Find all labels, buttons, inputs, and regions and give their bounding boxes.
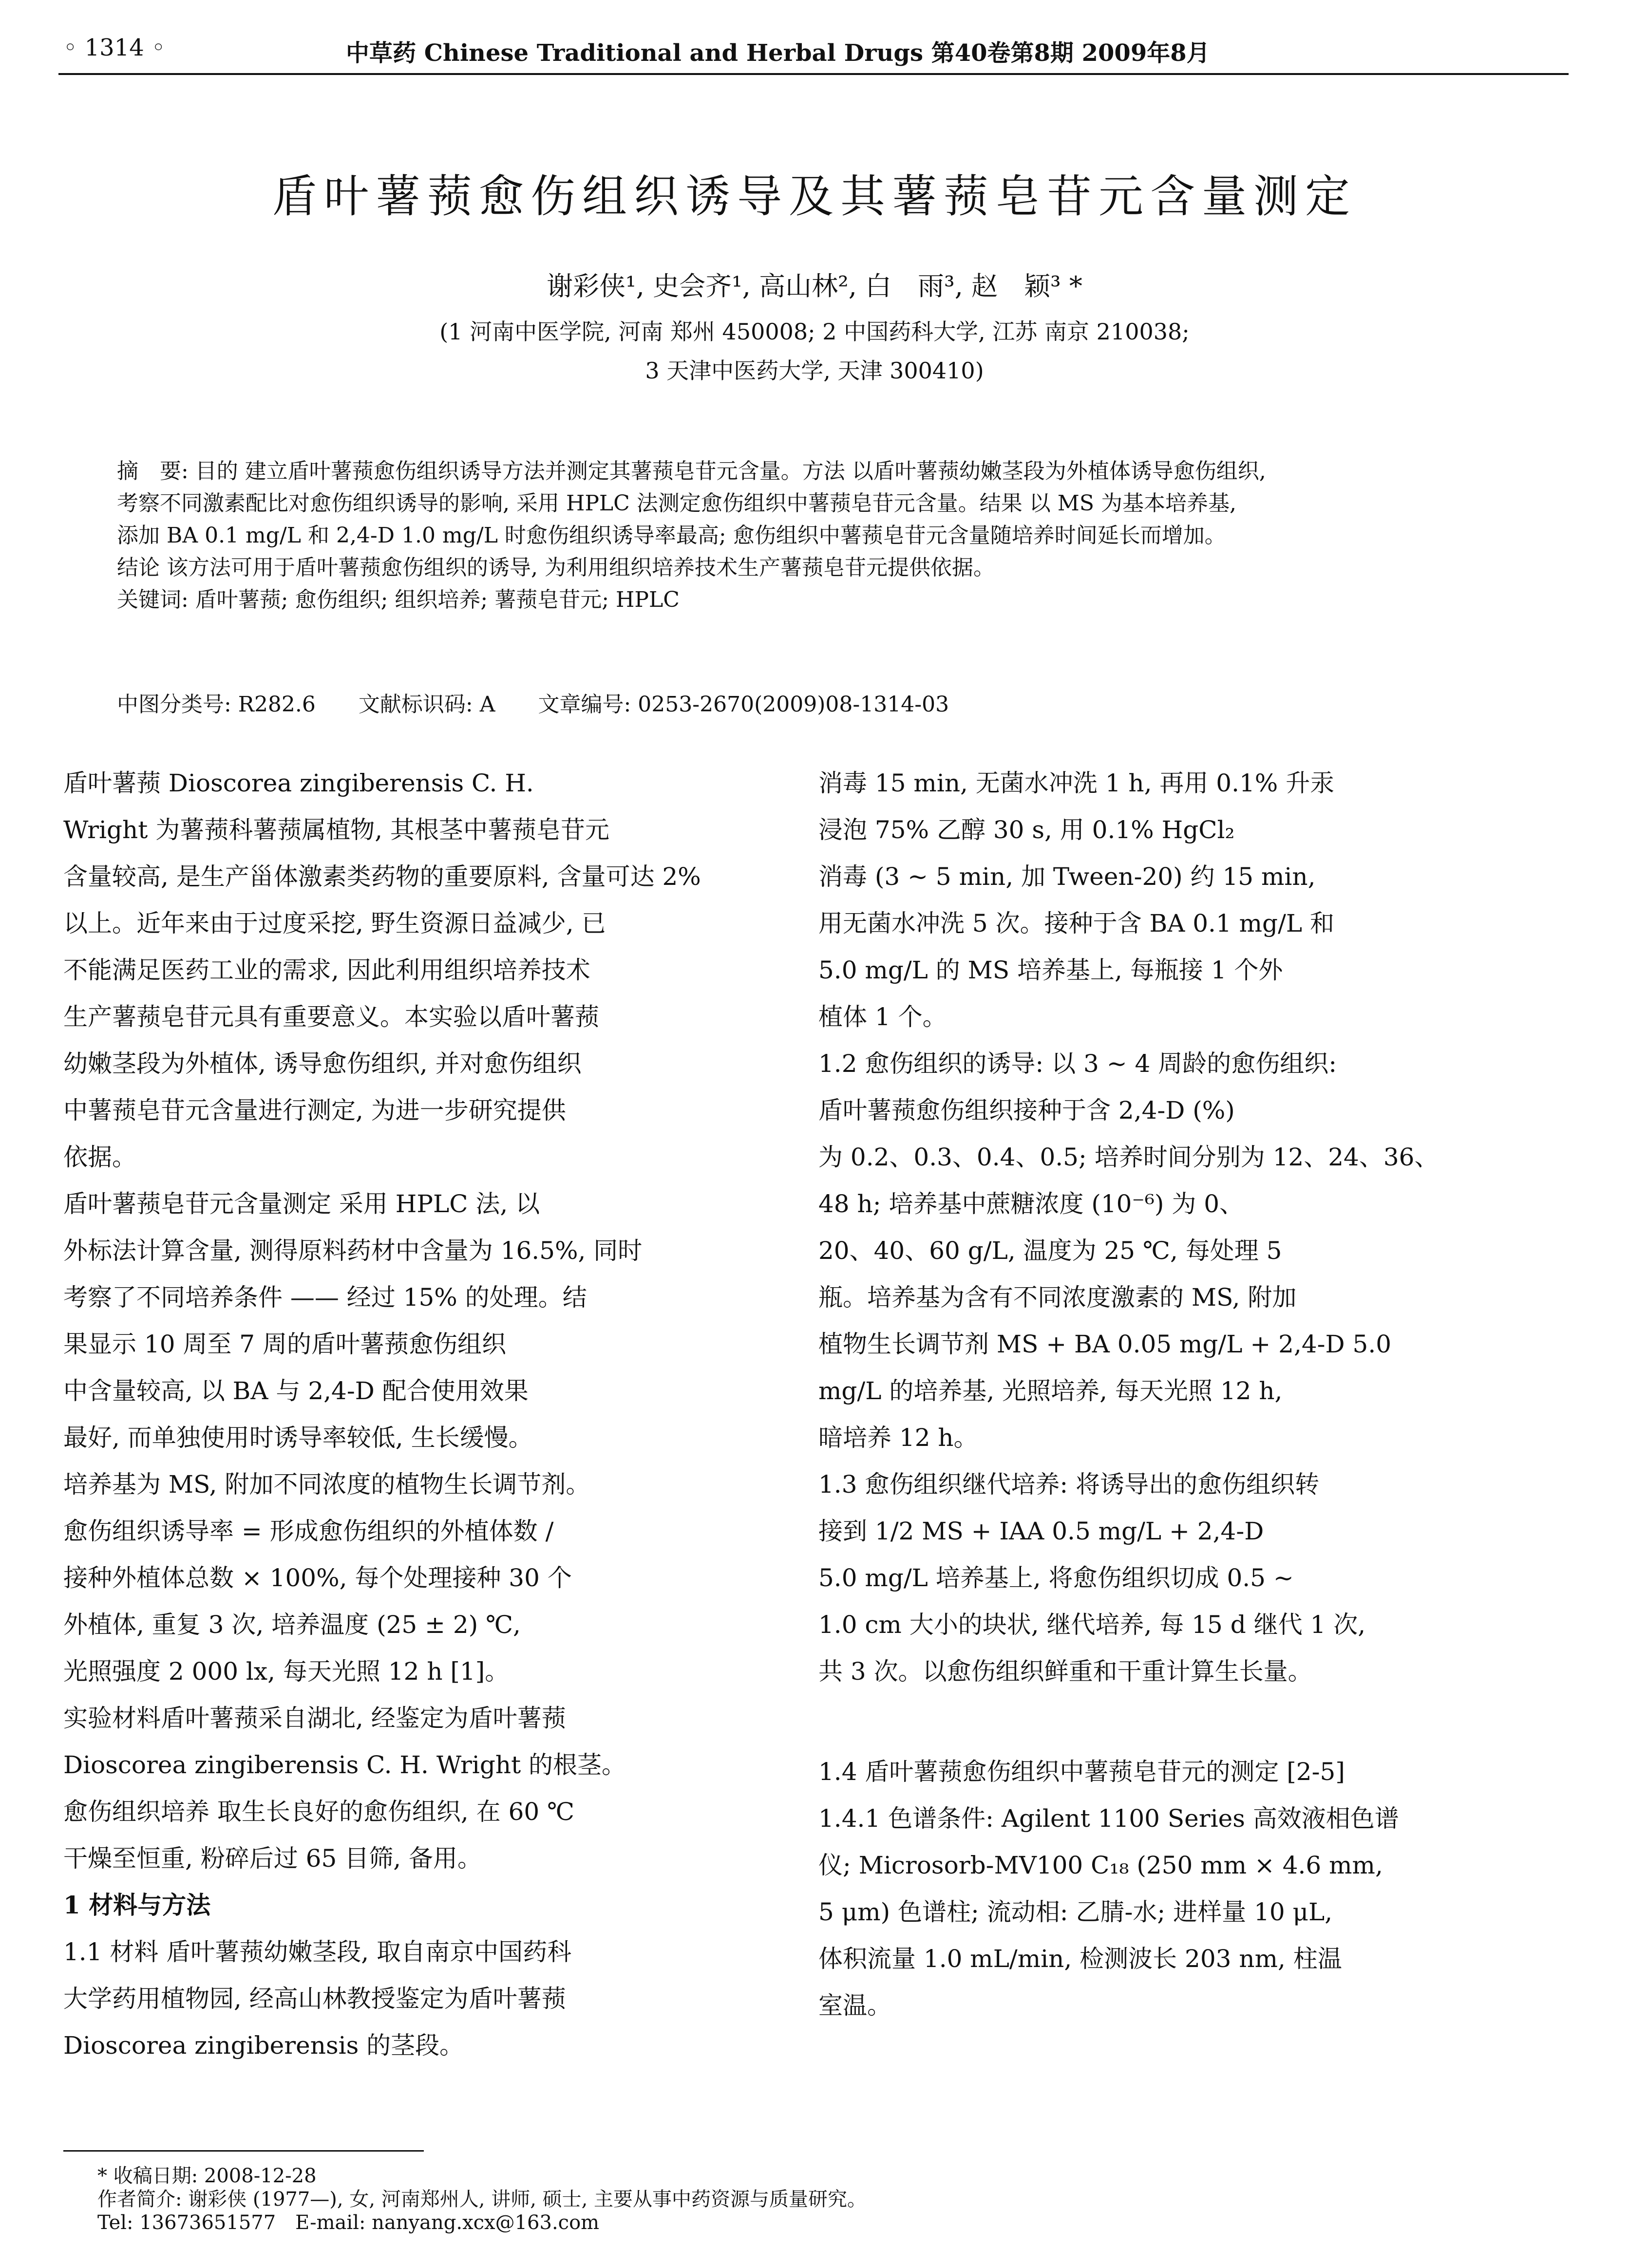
running-header: [63, 29, 1564, 68]
paragraph-line: 盾叶薯蓣皂苷元含量测定 采用 HPLC 法, 以: [63, 1190, 540, 1218]
classification-line: 中图分类号: R282.6 文献标识码: A 文章编号: 0253-2670(2009)08-1314-03: [117, 692, 949, 717]
paragraph-line: 最好, 而单独使用时诱导率较低, 生长缓慢。: [63, 1424, 533, 1452]
paragraph-line: 以上。近年来由于过度采挖, 野生资源日益减少, 已: [63, 909, 606, 937]
paragraph-line: 5.0 mg/L 的 MS 培养基上, 每瓶接 1 个外: [818, 956, 1283, 984]
paragraph-line: 1.0 cm 大小的块状, 继代培养, 每 15 d 继代 1 次,: [818, 1611, 1366, 1639]
paragraph-line: 5.0 mg/L 培养基上, 将愈伤组织切成 0.5 ~: [818, 1564, 1294, 1592]
left-column: [63, 760, 794, 2069]
paragraph-line: 不能满足医药工业的需求, 因此利用组织培养技术: [63, 956, 590, 984]
paragraph-line: 浸泡 75% 乙醇 30 s, 用 0.1% HgCl₂: [818, 816, 1235, 844]
paragraph-line: 含量较高, 是生产甾体激素类药物的重要原料, 含量可达 2%: [63, 862, 701, 891]
paragraph-line: 瓶。培养基为含有不同浓度激素的 MS, 附加: [818, 1283, 1297, 1312]
paragraph-line: 为 0.2、0.3、0.4、0.5; 培养时间分别为 12、24、36、: [818, 1143, 1439, 1171]
paragraph-line: 盾叶薯蓣 Dioscorea zingiberensis C. H.: [63, 769, 534, 797]
affiliation-line-1: (1 河南中医学院, 河南 郑州 450008; 2 中国药科大学, 江苏 南京 210038;: [439, 319, 1190, 345]
paragraph-line: 果显示 10 周至 7 周的盾叶薯蓣愈伤组织: [63, 1330, 507, 1358]
paragraph-line: 室温。: [818, 1991, 891, 2020]
paragraph-line: 愈伤组织诱导率 = 形成愈伤组织的外植体数 /: [63, 1517, 554, 1545]
paragraph-line: 消毒 (3 ~ 5 min, 加 Tween-20) 约 15 min,: [818, 862, 1316, 891]
page-number: ◦ 1314 ◦: [63, 34, 166, 61]
section-heading: 1 材料与方法: [63, 1891, 211, 1919]
paragraph-line: 接种外植体总数 × 100%, 每个处理接种 30 个: [63, 1564, 572, 1592]
paragraph-line: 外标法计算含量, 测得原料药材中含量为 16.5%, 同时: [63, 1237, 643, 1265]
paragraph-line: Dioscorea zingiberensis 的茎段。: [63, 2031, 464, 2060]
paragraph-line: 体积流量 1.0 mL/min, 检测波长 203 nm, 柱温: [818, 1945, 1342, 1973]
paragraph-line: 实验材料盾叶薯蓣采自湖北, 经鉴定为盾叶薯蓣: [63, 1704, 566, 1732]
footnote-author-bio: 作者简介: 谢彩侠 (1977—), 女, 河南郑州人, 讲师, 硕士, 主要从事中药资源与质量研究。: [97, 2188, 867, 2211]
paragraph-line: 光照强度 2 000 lx, 每天光照 12 h [1]。: [63, 1657, 510, 1686]
abstract-line: 考察不同激素配比对愈伤组织诱导的影响, 采用 HPLC 法测定愈伤组织中薯蓣皂苷元含量。结果 以 MS 为基本培养基,: [117, 491, 1236, 516]
paragraph-line: 培养基为 MS, 附加不同浓度的植物生长调节剂。: [63, 1470, 590, 1499]
paragraph-line: 盾叶薯蓣愈伤组织接种于含 2,4-D (%): [818, 1096, 1235, 1125]
article-title: 盾叶薯蓣愈伤组织诱导及其薯蓣皂苷元含量测定: [272, 170, 1357, 223]
paragraph-line: 1.4.1 色谱条件: Agilent 1100 Series 高效液相色谱: [818, 1804, 1399, 1833]
paragraph-line: 1.2 愈伤组织的诱导: 以 3 ~ 4 周龄的愈伤组织:: [818, 1050, 1337, 1078]
paragraph-line: 5 μm) 色谱柱; 流动相: 乙腈-水; 进样量 10 μL,: [818, 1898, 1333, 1926]
paragraph-line: 生产薯蓣皂苷元具有重要意义。本实验以盾叶薯蓣: [63, 1003, 599, 1031]
journal-name: 中草药 Chinese Traditional and Herbal Drugs 第40卷第8期 2009年8月: [346, 39, 1210, 67]
paragraph-line: 用无菌水冲洗 5 次。接种于含 BA 0.1 mg/L 和: [818, 909, 1335, 937]
abstract-line: 摘 要: 目的 建立盾叶薯蓣愈伤组织诱导方法并测定其薯蓣皂苷元含量。方法 以盾叶薯蓣幼嫩茎段为外植体诱导愈伤组织,: [117, 459, 1266, 484]
header-rule: [58, 73, 1569, 75]
abstract-line: 添加 BA 0.1 mg/L 和 2,4-D 1.0 mg/L 时愈伤组织诱导率最高; 愈伤组织中薯蓣皂苷元含量随培养时间延长而增加。: [117, 523, 1226, 548]
paragraph-line: 愈伤组织培养 取生长良好的愈伤组织, 在 60 ℃: [63, 1798, 575, 1826]
paragraph-line: 依据。: [63, 1143, 136, 1171]
abstract-line: 结论 该方法可用于盾叶薯蓣愈伤组织的诱导, 为利用组织培养技术生产薯蓣皂苷元提供依据。: [117, 555, 995, 580]
footnote-rule: [63, 2150, 424, 2152]
paragraph-line: 大学药用植物园, 经高山林教授鉴定为盾叶薯蓣: [63, 1985, 566, 2013]
paragraph-line: 外植体, 重复 3 次, 培养温度 (25 ± 2) ℃,: [63, 1611, 521, 1639]
paragraph-line: 1.1 材料 盾叶薯蓣幼嫩茎段, 取自南京中国药科: [63, 1938, 572, 1966]
author-list: 谢彩侠¹, 史会齐¹, 高山林², 白 雨³, 赵 颖³ *: [547, 271, 1082, 301]
paragraph-line: 20、40、60 g/L, 温度为 25 ℃, 每处理 5: [818, 1237, 1282, 1265]
paragraph-line: 干燥至恒重, 粉碎后过 65 目筛, 备用。: [63, 1844, 482, 1873]
paragraph-line: 植物生长调节剂 MS + BA 0.05 mg/L + 2,4-D 5.0: [818, 1330, 1392, 1358]
paragraph-line: 消毒 15 min, 无菌水冲洗 1 h, 再用 0.1% 升汞: [818, 769, 1335, 797]
paragraph-line: Wright 为薯蓣科薯蓣属植物, 其根茎中薯蓣皂苷元: [63, 816, 610, 844]
paragraph-line: 1.4 盾叶薯蓣愈伤组织中薯蓣皂苷元的测定 [2-5]: [818, 1758, 1345, 1786]
paragraph-line: mg/L 的培养基, 光照培养, 每天光照 12 h,: [818, 1377, 1283, 1405]
paragraph-line: Dioscorea zingiberensis C. H. Wright 的根茎。: [63, 1751, 626, 1779]
right-column: [818, 760, 1549, 2029]
abstract-line: 关键词: 盾叶薯蓣; 愈伤组织; 组织培养; 薯蓣皂苷元; HPLC: [117, 587, 680, 612]
affiliation-line-2: 3 天津中医药大学, 天津 300410): [645, 357, 984, 384]
paragraph-line: 48 h; 培养基中蔗糖浓度 (10⁻⁶) 为 0、: [818, 1190, 1244, 1218]
footnote-received: * 收稿日期: 2008-12-28: [97, 2165, 317, 2187]
abstract: [117, 455, 1520, 616]
blank-line: [818, 1695, 1549, 1748]
paragraph-line: 仪; Microsorb-MV100 C₁₈ (250 mm × 4.6 mm,: [818, 1851, 1383, 1879]
paragraph-line: 幼嫩茎段为外植体, 诱导愈伤组织, 并对愈伤组织: [63, 1050, 582, 1078]
footnote-contact: Tel: 13673651577 E-mail: nanyang.xcx@163.com: [97, 2212, 600, 2234]
paragraph-line: 中薯蓣皂苷元含量进行测定, 为进一步研究提供: [63, 1096, 566, 1125]
paragraph-line: 中含量较高, 以 BA 与 2,4-D 配合使用效果: [63, 1377, 529, 1405]
paragraph-line: 1.3 愈伤组织继代培养: 将诱导出的愈伤组织转: [818, 1470, 1320, 1499]
paragraph-line: 接到 1/2 MS + IAA 0.5 mg/L + 2,4-D: [818, 1517, 1264, 1545]
paragraph-line: 植体 1 个。: [818, 1003, 947, 1031]
paragraph-line: 暗培养 12 h。: [818, 1424, 978, 1452]
paragraph-line: 考察了不同培养条件 —— 经过 15% 的处理。结: [63, 1283, 587, 1312]
paragraph-line: 共 3 次。以愈伤组织鲜重和干重计算生长量。: [818, 1657, 1312, 1686]
